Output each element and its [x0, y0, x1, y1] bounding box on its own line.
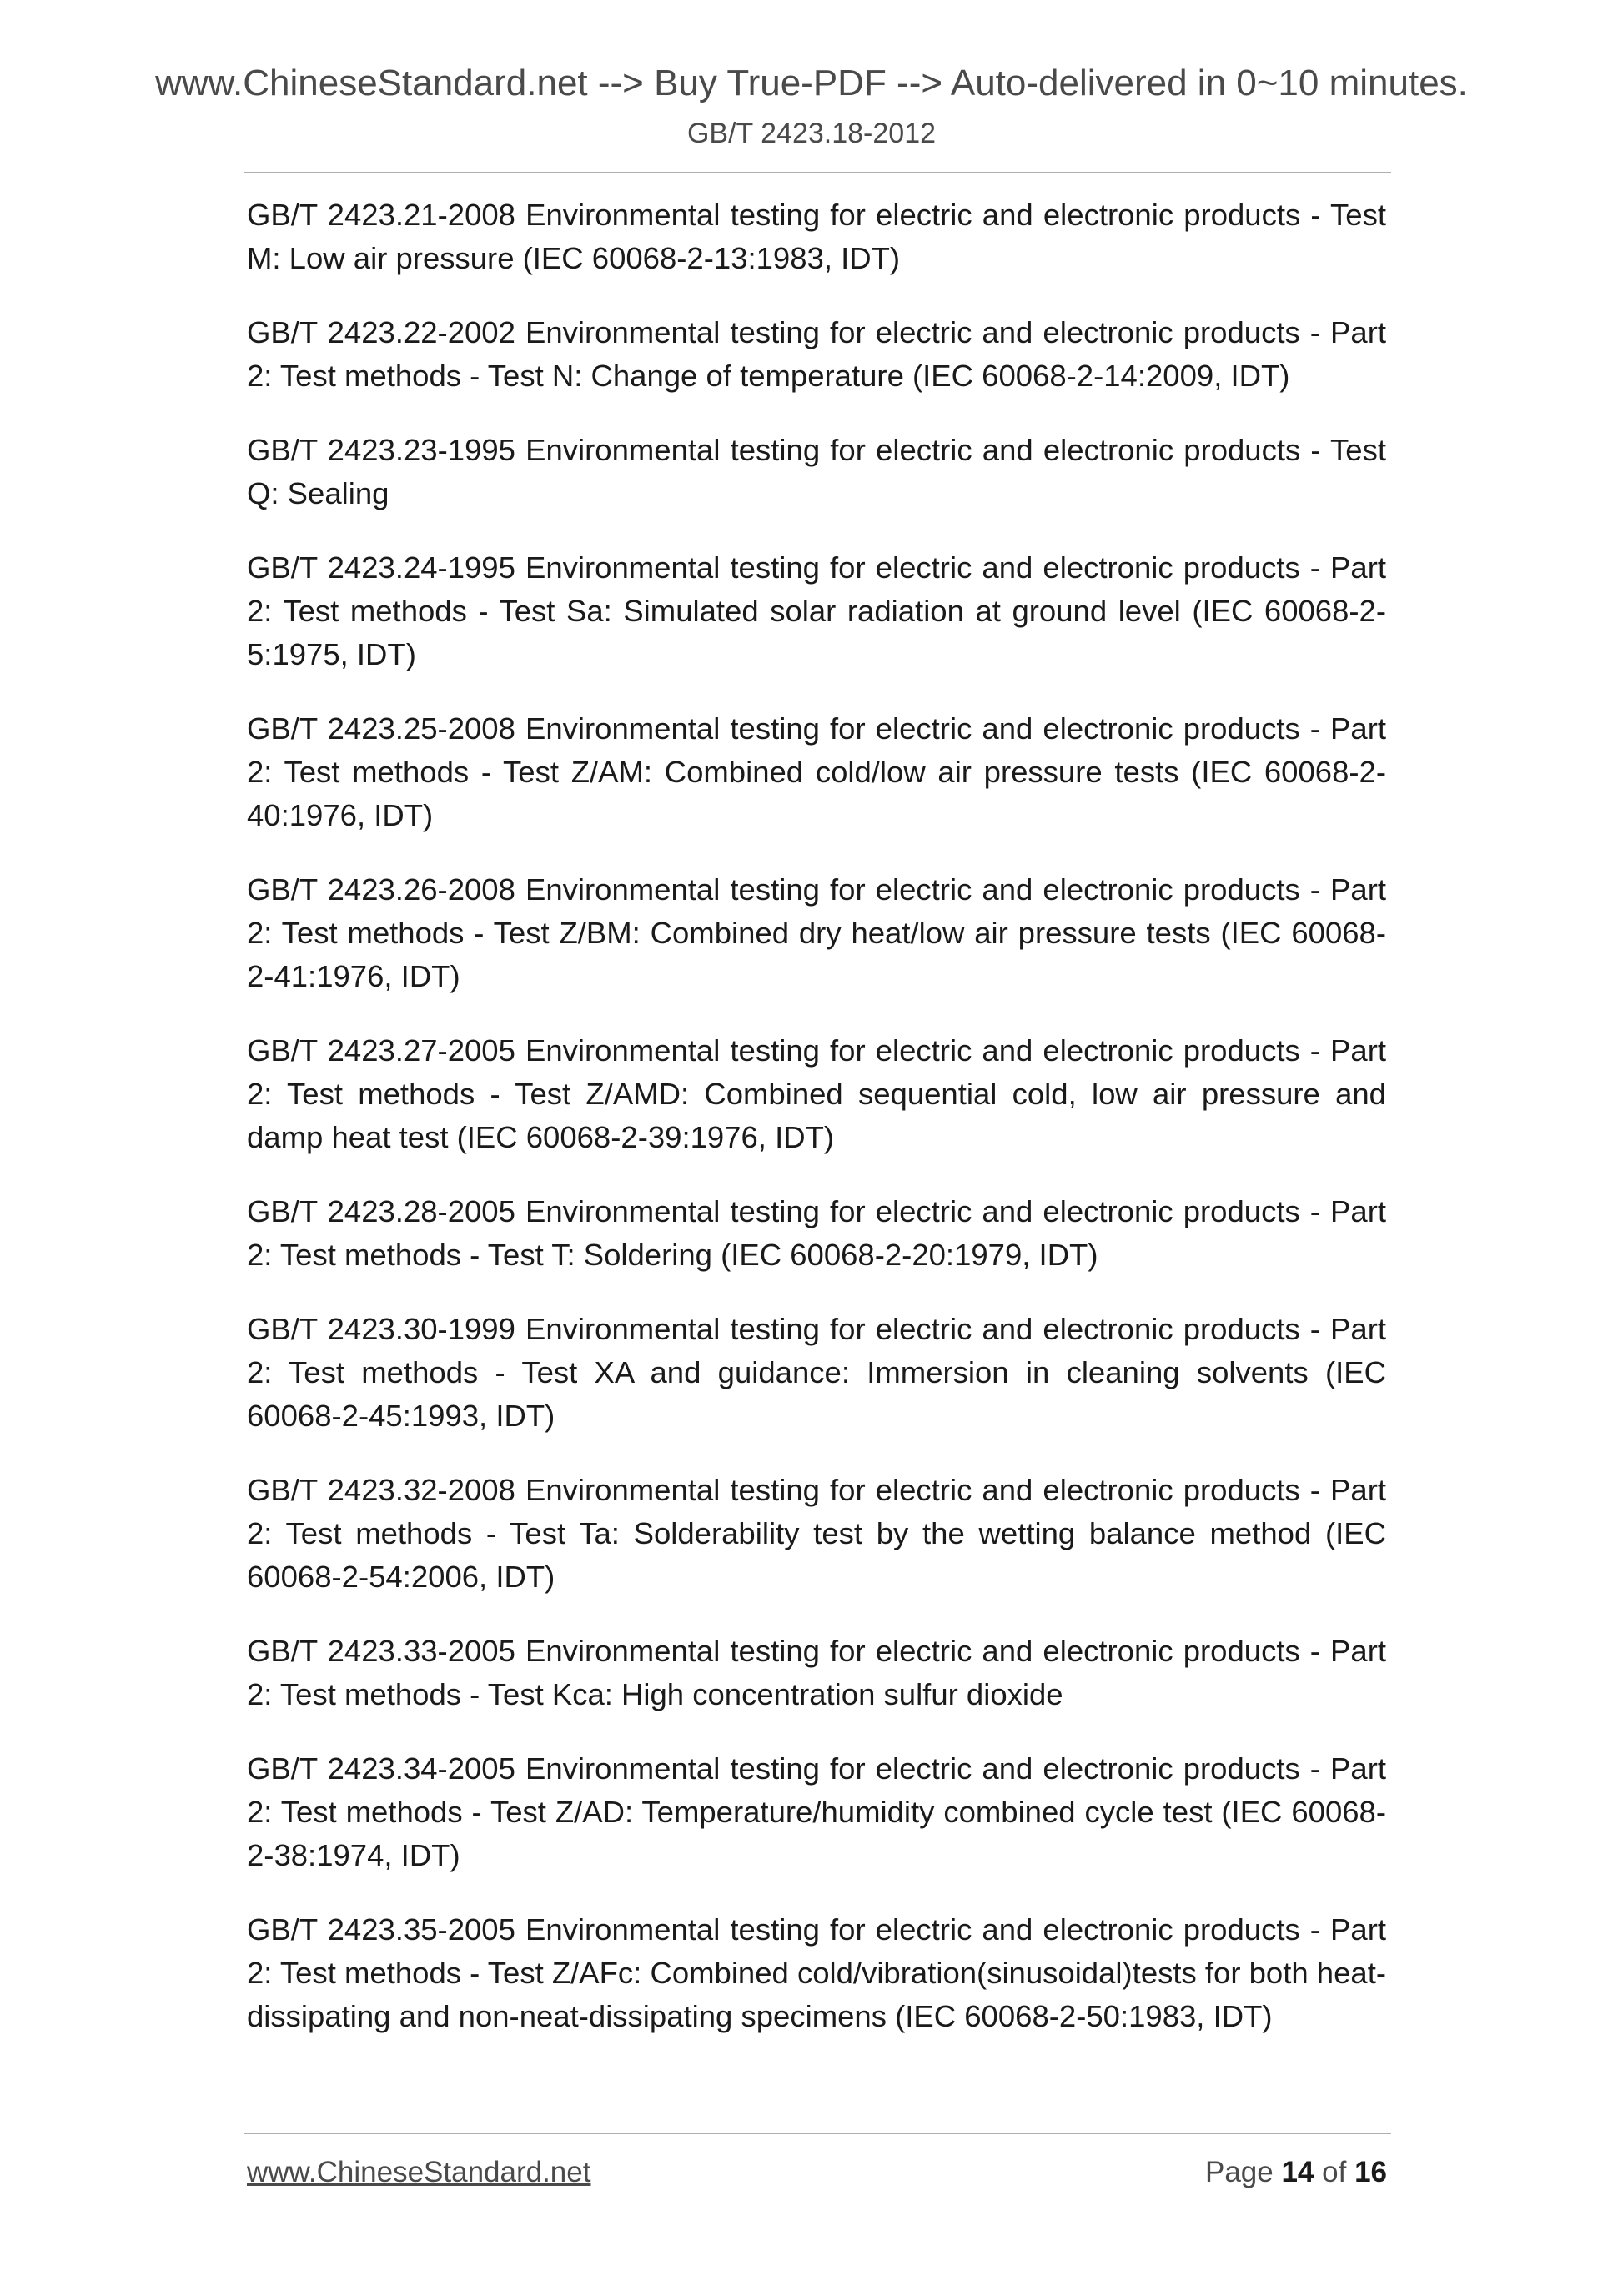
footer-divider	[244, 2133, 1391, 2134]
document-code: GB/T 2423.18-2012	[686, 118, 937, 149]
reference-item: GB/T 2423.25-2008 Environmental testing for electric and electronic products - Part 2: Test methods - Test Z/AM: Combined cold/low air pressure tests (IEC 60068-2-40:1976, IDT)	[247, 711, 1386, 832]
reference-item: GB/T 2423.34-2005 Environmental testing for electric and electronic products - Part 2: Test methods - Test Z/AD: Temperature/humidity combined cycle test (IEC 60068-2-38:1974, IDT)	[247, 1751, 1386, 1872]
footer-website-link[interactable]: www.ChineseStandard.net	[247, 2156, 591, 2188]
header-divider	[244, 172, 1391, 173]
reference-item: GB/T 2423.32-2008 Environmental testing for electric and electronic products - Part 2: Test methods - Test Ta: Solderability test by the wetting balance method (IEC 60068-2-54:2006, IDT)	[247, 1473, 1386, 1594]
reference-item: GB/T 2423.28-2005 Environmental testing for electric and electronic products - Part 2: Test methods - Test T: Soldering (IEC 60068-2-20:1979, IDT)	[247, 1194, 1386, 1272]
reference-item: GB/T 2423.21-2008 Environmental testing for electric and electronic products - Test M: Low air pressure (IEC 60068-2-13:1983, IDT)	[247, 198, 1386, 275]
reference-item: GB/T 2423.33-2005 Environmental testing for electric and electronic products - Part 2: Test methods - Test Kca: High concentration sulfur dioxide	[247, 1634, 1386, 1711]
header-banner: www.ChineseStandard.net --> Buy True-PDF --> Auto-delivered in 0~10 minutes.	[155, 63, 1468, 103]
reference-item: GB/T 2423.24-1995 Environmental testing for electric and electronic products - Part 2: Test methods - Test Sa: Simulated solar radiation at ground level (IEC 60068-2-5:1975, IDT)	[247, 550, 1386, 671]
page-of-label: of	[1322, 2156, 1347, 2188]
reference-item: GB/T 2423.26-2008 Environmental testing for electric and electronic products - Part 2: Test methods - Test Z/BM: Combined dry heat/low air pressure tests (IEC 60068-2-41:1976, IDT)	[247, 872, 1386, 993]
reference-list	[247, 193, 1386, 2069]
reference-item: GB/T 2423.35-2005 Environmental testing for electric and electronic products - Part 2: Test methods - Test Z/AFc: Combined cold/vibration(sinusoidal)tests for both heat-dissipating and non-neat-dissipating specimens (IEC 60068-2-50:1983, IDT)	[247, 1912, 1387, 2033]
page-label: Page	[1204, 2156, 1274, 2188]
reference-item: GB/T 2423.30-1999 Environmental testing for electric and electronic products - Part 2: Test methods - Test XA and guidance: Immersion in cleaning solvents (IEC 60068-2-45:1993, IDT)	[247, 1312, 1386, 1433]
page-indicator	[1205, 2155, 1387, 2190]
reference-item: GB/T 2423.23-1995 Environmental testing for electric and electronic products - Test Q: Sealing	[247, 433, 1386, 510]
reference-item: GB/T 2423.22-2002 Environmental testing for electric and electronic products - Part 2: Test methods - Test N: Change of temperature (IEC 60068-2-14:2009, IDT)	[247, 315, 1386, 393]
page-current: 14	[1281, 2156, 1314, 2188]
reference-item: GB/T 2423.27-2005 Environmental testing for electric and electronic products - Part 2: Test methods - Test Z/AMD: Combined sequential cold, low air pressure and damp heat test (IEC 60068-2-39:1976, IDT)	[247, 1033, 1386, 1154]
page-total: 16	[1354, 2156, 1387, 2188]
